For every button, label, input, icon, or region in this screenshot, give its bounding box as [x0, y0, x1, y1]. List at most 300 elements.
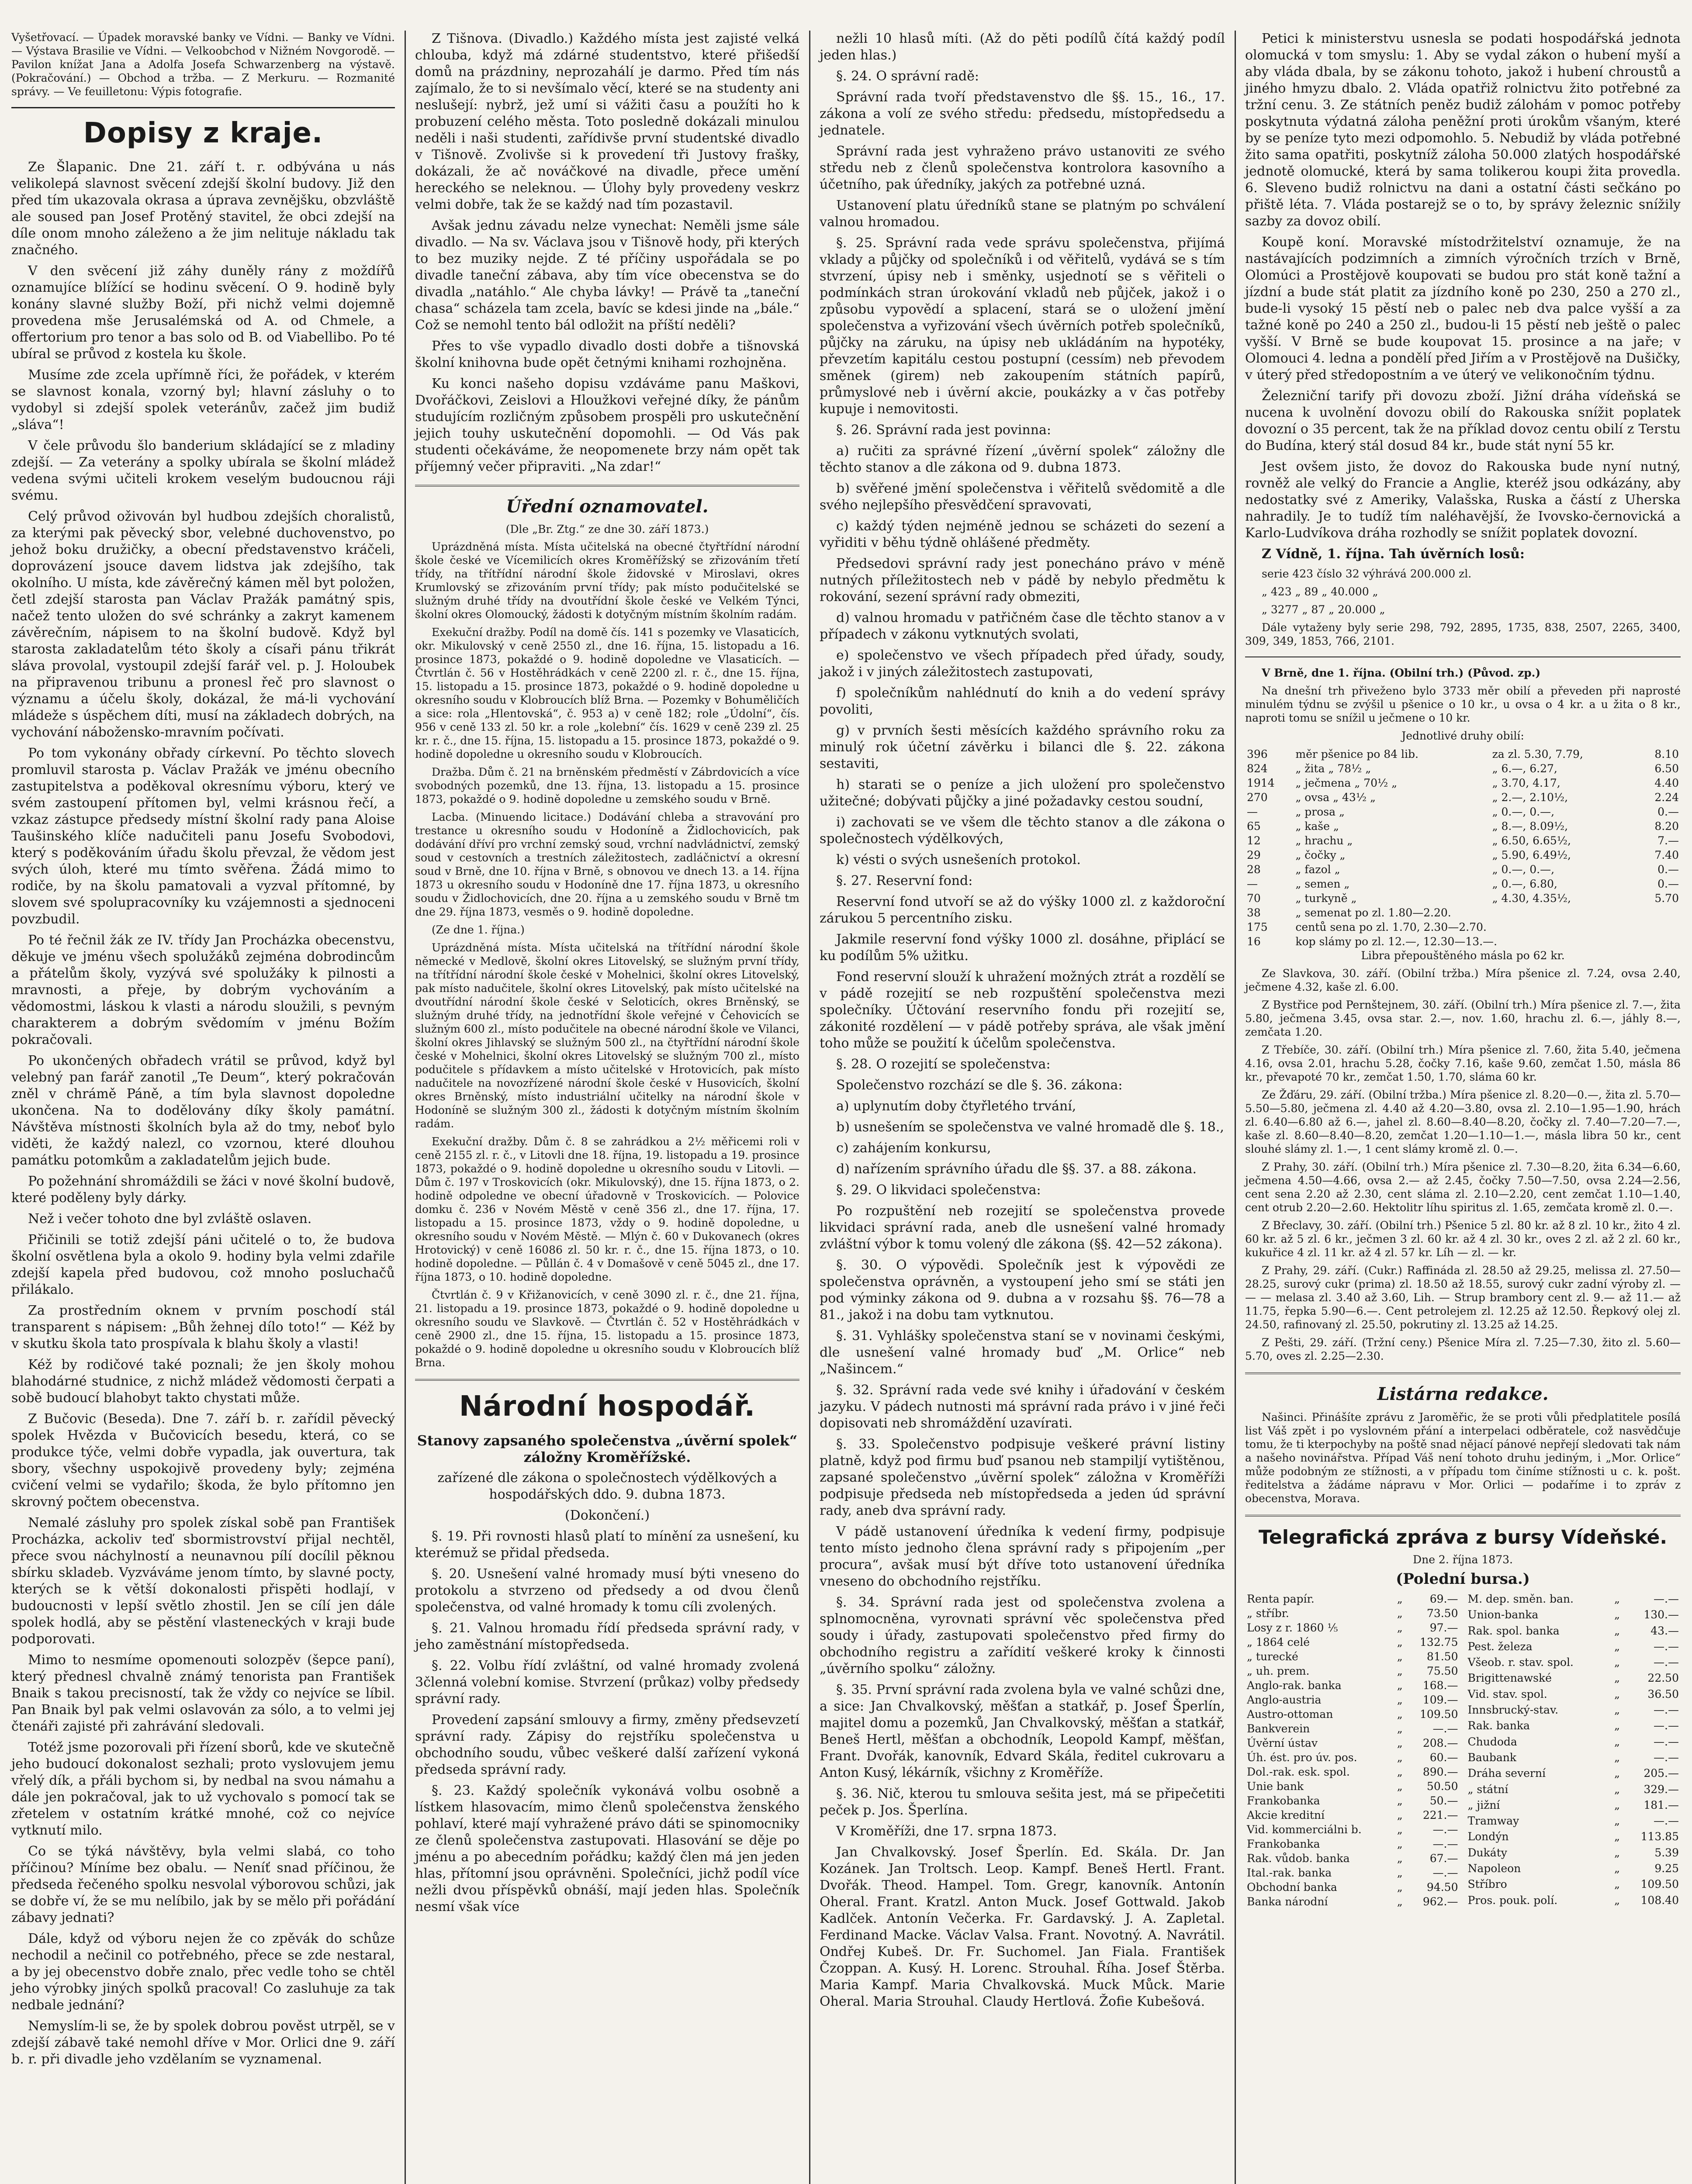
column-1	[3, 31, 403, 2184]
editorial-letters-text: Našinci. Přinášíte zprávu z Jaroměřic, že se proti vůli předplatitele posílá list Váš zpět i po vyslovném přání a interpelaci odběratele, což nasvědčuje tomu, že ti kterpochyby na poště snad nějací pánové nepřejí sledovati tak nám a našeho novinářstva. Případ Váš není tohoto druhu jediným, i „Mor. Orlice“ může podobným ze stížnosti, a v případu tom činíme stížnosti u c. k. pošt. ředitelstva a žádáme nápravu v Mor. Orlici — podaříme i to zpráv z obecenstva, Morava.	[1245, 1411, 1681, 1505]
table-cell: Ital.-rak. banka	[1247, 1866, 1332, 1879]
table-row	[1466, 1877, 1681, 1893]
paragraph: Kéž by rodičové také poznali; že jen školy mohou blahodárné studnice, z nichž mládež vědomosti čerpati a sobě budoucí blahobyt takto chystati může.	[11, 1357, 395, 1406]
tisnov-letter	[415, 31, 799, 475]
table-row	[1245, 833, 1681, 848]
table-cell: „	[1397, 1866, 1403, 1879]
paragraph: d) nařízením správního úřadu dle §§. 37. a 88. zákona.	[836, 1161, 1197, 1177]
table-cell: „	[1614, 1624, 1620, 1637]
table-cell: 38	[1247, 906, 1261, 919]
paragraph: §. 27. Reservní fond:	[836, 873, 973, 888]
table-cell: Vid. stav. spol.	[1467, 1687, 1547, 1700]
table-cell: „ 6.—, 6.27,	[1492, 762, 1557, 775]
statute-body-continued	[820, 31, 1225, 2010]
table-cell: „	[1614, 1719, 1620, 1732]
paragraph: Petici k ministerstvu usnesla se podati hospodářská jednota olomucká v tom smyslu: 1. Aby se vydal zákon o hubení myší a aby vláda dbala, by se zákonu tohoto, jakož i hubení chroustů a jiného hmyzu dbalo. 2. Vláda opatřiž rolnictvu žito potřebné za tržní cenu. 3. Ze státních peněz budiž zálohám v pomoc potřeby poskytnuta výdatná záloha peněžní proti úrokům všaným, které by se peníze tyto mezi odpomohlo. 5. Nebudiž by vláda potřebné žito sama opatřiti, poskytníž záloha 50.000 zlatých hospodářské jednotě olomucké, která by sama tolikerou koupi žita provedla. 6. Sleveno budiž rolnictvu na dani a ostatní části sečkáno po přiště léta. 7. Vláda postarejž se o to, by správy železnic snížily sazby za dovoz obilí.	[1245, 31, 1681, 229]
table-cell: Innsbrucký-stav.	[1467, 1704, 1559, 1717]
paragraph: Přičinili se totiž zdejší páni učitelé o to, že budova školní osvětlena byla a okolo 9. hodiny byla velmi zdařile zdejší kapela před budovou, což mnoho posluchačů přilákalo.	[11, 1232, 395, 1297]
table-cell: „	[1397, 1852, 1403, 1865]
table-row	[1466, 1893, 1681, 1909]
table-cell: „	[1614, 1846, 1620, 1859]
table-cell: „ semen „	[1295, 878, 1350, 890]
table-cell: —.—	[1654, 1704, 1679, 1717]
table-row	[1466, 1607, 1681, 1623]
table-cell: —.—	[1432, 1722, 1458, 1735]
paragraph: Po ukončených obřadech vrátil se průvod, když byl velebný pan farář zanotil „Te Deum“, který pokračován zněl v chrámě Páně, a tím byla slavnost dopoledne ukončena. Na to dodělovány díky školy památní. Návštěva místnosti školních byla až do tmy, neboť bylo viděti, že každý nalezl, co vzornou, které dlouhou památku potomkům a zakladatelům jejich bude.	[11, 1053, 395, 1168]
paragraph: k) vésti o svých usnešeních protokol.	[836, 852, 1081, 867]
paragraph: Ku konci našeho dopisu vzdáváme panu Maškovi, Dvořáčkovi, Zeislovi a Hloužkovi veřejné díky, že pánům studujícím rozličným způsobem prospěli pro uskutečnění jejich touhy uskutečnění dopomohli. — Od Vás pak studenti očekáváme, že neopomenete brzy nám opět tak příjemný večer připraviti. „Na zdar!“	[415, 376, 799, 474]
table-cell: „	[1397, 1895, 1403, 1908]
column-4	[1237, 31, 1689, 2184]
table-cell: „	[1397, 1794, 1403, 1807]
table-cell: 36.50	[1647, 1687, 1679, 1700]
table-cell: 181.—	[1644, 1798, 1679, 1811]
paragraph: c) zahájením konkursu,	[836, 1140, 991, 1156]
table-cell: —.—	[1654, 1719, 1679, 1732]
table-cell: „	[1614, 1894, 1620, 1907]
table-cell: 73.50	[1426, 1607, 1458, 1620]
table-cell: „	[1397, 1693, 1403, 1706]
table-row	[1245, 1750, 1460, 1765]
paragraph: Mimo to nesmíme opomenouti solozpěv (šepce paní), který přednesl chvalně známý tenorista pan František Bnaik s takou precisností, tak že vždy co nejvíce se líbil. Pan Bnaik byl pak velmi oslavován za sólo, a to velmi jej čtenáři zajisté při zahrávání sledovali.	[11, 1652, 395, 1734]
paragraph: Exekuční dražby. Dům č. 8 se zahrádkou a 2½ měřicemi roli v ceně 2155 zl. r. č., v Litovli dne 18. října, 19. listopadu a 19. prosince 1873, pokaždé o 9. hodině dopoledne u okresního soudu v Litovli. — Dům č. 197 v Troskovicích (okr. Mikulovský), dne 15. října 1873, o 2. hodině odpoledne ve obecní úřadovně v Troskovicích. — Polovice domku č. 236 v Novém Městě v ceně 356 zl., dne 17. října, 17. listopadu a 15. prosince 1873, vždy o 9. hodině dopoledne, u okresního soudu v Novém Městě. — Mlýn č. 60 v Dukovanech (okres Hrotovický) v ceně 16086 zl. 50 kr. r. č., dne 15. října 1873, o 10. hodině dopoledne. — Půllán č. 4 v Domašově v ceně 5045 zl., dne 17. října 1873, o 10. hodině dopoledne.	[415, 1135, 799, 1283]
table-cell: 4.40	[1654, 777, 1679, 789]
bourse-tables	[1245, 1592, 1681, 1909]
table-cell: Obchodní banka	[1247, 1881, 1337, 1894]
table-cell: Renta papír.	[1247, 1593, 1315, 1605]
table-row	[1245, 905, 1681, 920]
paragraph: Z Břeclavy, 30. září. (Obilní trh.) Pšenice 5 zl. 80 kr. až 8 zl. 10 kr., žito 4 zl. 60 kr. až 5 zl. 6 kr., ječmen 3 zl. 60 kr. až 4 zl. 30 kr., oves 2 zl. až 2 zl. 60 kr., kukuřice 4 zl. 11 kr. až 4 zl. 57 kr. Líh — zl. — kr.	[1245, 1219, 1681, 1259]
table-cell: 168.—	[1422, 1679, 1458, 1692]
table-cell: „ žita „ 78½ „	[1295, 762, 1371, 775]
paragraph: Lacba. (Minuendo licitace.) Dodávání chleba a stravování pro trestance u okresního soudu v Hodoníně a Židlochovicích, pak dodávání dříví pro vrchní zemský soud, vrchní nadvládnictví, zemský soud v cestovních a trestních záležitostech, zadláčnictví a okresní soud v Brně, dne 10. října v Brně, s obnovou ve dnech 13. a 14. října 1873 u okresního soudu v Hodoníně dne 17. října 1873, u okresního soudu v Židlochovicích, dne 20. října a u zemského soudu v Brně tm dne 29. října 1873, vesměs o 9. hodině dopoledne.	[415, 811, 799, 918]
paragraph: Přes to vše vypadlo divadlo dosti dobře a tišnovská školní knihovna bude opět četnými knihami rozhojněna.	[415, 339, 799, 370]
table-cell: kop slámy po zl. 12.—, 12.30—13.—.	[1295, 935, 1498, 948]
paragraph: i) zachovati se ve všem dle těchto stanov a dle zákona o společnostech výdělkových,	[820, 815, 1225, 847]
paragraph: Koupě koní. Moravské místodržitelství oznamuje, že na nastávajících podzimních a zimních výročních trzích v Brně, Olomúci a Prostějově koupovati se budou pro stát koně tažní a jízdní a bude stát platit za jízdního koně po 230, 250 a 270 zl., bude-li vysoký 15 pěstí neb o palec neb dva palce vyšší a za tažné koně po 240 a 250 zl., budou-li 15 pěstí neb ještě o palec vyšší. V Brně se bude koupovat 15. prosince a na jaře; v Olomouci 4. ledna a pondělí před Jiřím a v Prostějově na Dušičky, v úterý před středopostním a ve úterý ve velikonočním týdnu.	[1245, 235, 1681, 383]
table-row	[1245, 1721, 1460, 1736]
table-row	[1245, 1621, 1460, 1635]
table-cell: 0.—	[1657, 863, 1679, 876]
table-cell: „	[1614, 1704, 1620, 1717]
lottery-results	[1245, 567, 1681, 648]
table-cell: „	[1397, 1751, 1403, 1764]
paragraph: a) ručiti za správné řízení „úvěrní spolek“ záložny dle těchto stanov a dle zákona od 9. dubna 1873.	[820, 443, 1225, 475]
paragraph: Jan Chvalkovský. Josef Šperlín. Ed. Skála. Dr. Jan Kozánek. Jan Troltsch. Leop. Kampf. Beneš Hertl. Frant. Dvořák. Theod. Hampel. Tom. Gregr, kanovník. Antonín Oheral. Frant. Kratzl. Anton Muck. Josef Gottwald. Jakob Kadlček. Antonín Večerka. Fr. Gardavský. J. A. Zapletal. Ferdinand Macke. Václav Valsa. Frant. Novotný. A. Navrátil. Ondřej Kubeš. Dr. Fr. Suchomel. Jan Fiala. František Čzoppan. A. Kusý. H. Lorenc. Strouhal. Říha. Josef Štěrba. Maria Kampf. Maria Chvalkovská. Muck Můck. Marie Oheral. Maria Strouhal. Claudy Hertlová. Žofie Kubešová.	[820, 1845, 1225, 2009]
table-cell: 6.50	[1654, 762, 1679, 775]
table-cell: „	[1614, 1783, 1620, 1796]
table-cell: 221.—	[1422, 1809, 1458, 1821]
paragraph: nežli 10 hlasů míti. (Až do pěti podílů čítá každý podíl jeden hlas.)	[820, 31, 1225, 63]
table-cell: „	[1614, 1830, 1620, 1843]
table-cell: „	[1614, 1608, 1620, 1621]
table-row	[1245, 1635, 1460, 1649]
table-cell: Union-banka	[1467, 1608, 1539, 1621]
table-cell: „	[1614, 1687, 1620, 1700]
paragraph: §. 30. O výpovědi. Společník jest k výpovědi ze společenstva oprávněn, a vystoupení jeho smí se státi jen pod výminky zákona od 9. dubna a v rozsahu §§. 76—78 a 81., jakož i na dobu tam vytknutou.	[820, 1258, 1225, 1323]
table-cell: —.—	[1654, 1735, 1679, 1748]
table-cell: „ turecké	[1247, 1650, 1298, 1663]
table-cell: Dol.-rak. esk. spol.	[1247, 1766, 1350, 1778]
telegraph-subtitle: (Polední bursa.)	[1396, 1570, 1530, 1588]
table-cell: Rak. spol. banka	[1467, 1624, 1560, 1637]
paragraph: Avšak jednu závadu nelze vynechat: Neměli jsme sále divadlo. — Na sv. Václava jsou v Tišnově hody, při kterých to bez muziky nejde. Z té příčiny uspořádala se po divadle taneční zábava, aby tím více obecenstva se do divadla „natáhlo.“ Ale chyba lávky! — Právě ta „taneční chasa“ scházela tam zcela, bavíc se kdesi jinde na „bále.“ Což se nemohl tento bál odložit na příští neděli?	[415, 218, 799, 333]
table-cell: Pest. železa	[1467, 1640, 1533, 1653]
table-row	[1245, 1851, 1460, 1866]
economy-news	[1245, 31, 1681, 542]
table-cell: —.—	[1654, 1656, 1679, 1669]
table-cell: Napoleon	[1467, 1862, 1521, 1875]
table-cell: 132.75	[1420, 1636, 1458, 1648]
table-cell: Anglo-austria	[1247, 1693, 1322, 1706]
table-cell: Bankverein	[1247, 1722, 1310, 1735]
paragraph: Musíme zde zcela upřímně říci, že pořádek, v kterém se slavnost konala, vzorný byl; hlavní zásluhy o to vydobyl si zdejší spolek veteránův, začež jim budiž „sláva“!	[11, 367, 395, 432]
table-cell: „	[1614, 1640, 1620, 1653]
table-cell: Anglo-rak. banka	[1247, 1679, 1342, 1692]
paragraph: Po požehnání shromáždili se žáci v nové školní budově, které poděleny byly dárky.	[11, 1174, 395, 1206]
table-cell: „	[1397, 1679, 1403, 1692]
table-cell: 1914	[1247, 777, 1275, 789]
paragraph: a) uplynutím doby čtyřletého trvání,	[836, 1099, 1076, 1114]
paragraph: Správní rada jest vyhraženo právo ustanoviti ze svého středu neb z členů společenstva kontrolora kasovního a účetního, pak úředníky, jakých za potřebné uzná.	[820, 144, 1225, 192]
statute-continued: (Dokončení.)	[564, 1508, 650, 1523]
table-cell: „	[1397, 1823, 1403, 1836]
table-cell: „ hrachu „	[1295, 834, 1353, 847]
paragraph: Reservní fond utvoří se až do výšky 1000 zl. z každoroční zárukou 5 percentního zisku.	[820, 894, 1225, 926]
paragraph: Nemalé zásluhy pro spolek získal sobě pan František Procházka, ackoliv teď sbormistrovství přijal nechtěl, přece svou náchylností a neunavnou pílí docílil pěknou sbírku skladeb. Vyzváváme jenom tímto, by slavné pocty, kterých se k větší dokonalosti přispěti hodlají, v budoucnosti v lepší světlo zhostil. Jen se cílí jen dále spolek hodlá, aby se pěstění vlasteneckých v kraji bude podporovati.	[11, 1515, 395, 1647]
table-row	[1245, 1592, 1460, 1606]
table-cell: „ turkyně „	[1295, 892, 1357, 905]
column-2	[407, 31, 807, 2184]
table-row	[1245, 1837, 1460, 1851]
table-cell: Brigittenawské	[1467, 1672, 1552, 1685]
table-row	[1245, 776, 1681, 790]
table-cell: Rak. vůdob. banka	[1247, 1852, 1350, 1865]
table-cell: „	[1614, 1862, 1620, 1875]
table-row	[1466, 1766, 1681, 1782]
table-row	[1466, 1592, 1681, 1607]
table-cell: 67.—	[1429, 1852, 1458, 1865]
paragraph: §. 28. O rozejití se společenstva:	[836, 1057, 1051, 1072]
table-cell: Chudoda	[1467, 1735, 1517, 1748]
table-row	[1245, 1866, 1460, 1880]
table-cell: 109.50	[1420, 1708, 1458, 1721]
paragraph: Z Pešti, 29. září. (Tržní ceny.) Pšenice Míra zl. 7.25—7.30, žito zl. 5.60—5.70, oves zl. 2.25—2.30.	[1245, 1336, 1681, 1362]
paragraph: Exekuční dražby. Podíl na domě čís. 141 s pozemky ve Vlasaticích, okr. Mikulovský v ceně 2550 zl., dne 16. října, 15. listopadu a 16. prosince 1873, pokaždé o 9. hodině dopoledne ve Vlasaticích. — Čtvrtlán č. 56 v Hostěhrádkách v ceně 2200 zl. r. č., dne 15. října, 15. listopadu a 15. prosince 1873, pokaždé o 9. hodině dopoledne u okresního soudu v Klobroucích blíž Brna. — Pozemky v Bohuměličích a sice: rola „Hlentovská“, č. 953 a) v ceně 182; role „Údolní“, čís. 956 v ceně 133 zl. 50 kr. a role „kolební“ čís. 1629 v ceně 239 zl. 25 kr. r. č., dne 15. října, 15. listopadu a 15. prosince 1873, pokaždé o 9. hodině dopoledne u okresního soudu v Klobroucích.	[415, 626, 799, 760]
table-row	[1245, 934, 1681, 949]
table-row	[1466, 1671, 1681, 1686]
table-cell: 65	[1247, 820, 1261, 833]
table-cell: „	[1397, 1621, 1403, 1634]
table-cell: „ uh. prem.	[1247, 1665, 1310, 1677]
table-row	[1466, 1798, 1681, 1814]
market-table-heading: Jednotlivé druhy obilí:	[1401, 729, 1524, 742]
table-cell: za zl. 5.30, 7.79,	[1492, 748, 1583, 760]
divider	[1245, 1515, 1681, 1517]
table-cell: 108.40	[1640, 1894, 1679, 1907]
table-row	[1466, 1845, 1681, 1861]
paragraph: Z Prahy, 29. září. (Cukr.) Raffináda zl. 28.50 až 29.25, melissa zl. 27.50—28.25, surový cukr (prima) zl. 18.50 až 18.55, surový cukr zadní výroby zl. — — — melasa zl. 3.40 až 3.60, Lih. — Strup brambory cent zl. 9.— až 11.— až 11.75, řepka 5.90—6.—. Cent petrolejem zl. 12.25 až 12.50. Řepkový olej zl. 24.50, rafinovaný zl. 25.50, pokrutiny zl. 13.25 až 14.25.	[1245, 1264, 1681, 1331]
paragraph: Fond reservní slouží k uhražení možných ztrát a rozdělí se v pádě rozejití se neb rozpuštění společenstva mezi společníky. Účtování reservního fondu při rozejití se, zákonité rozdělení — v pádě potřeby správa, ale však jmění toho může se použití k účelům společenstva.	[820, 969, 1225, 1051]
table-row	[1466, 1639, 1681, 1655]
paragraph: §. 34. Správní rada jest od společenstva zvolena a splnomocněna, vyrovnati správní věc společenstva před soudy i úřady, zastupovati společenstvo před firmy do obchodního registru a zařídití veškeré kroky k činnosti „úvěrního spolku“ záložny.	[820, 1595, 1225, 1676]
paragraph: Provedení zapsání smlouvy a firmy, změny předsevzetí správní rady. Zápisy do rejstříku společenstva u obchodního soudu, vůbec veškeré další zařízení vykoná předseda správní rady.	[415, 1712, 799, 1777]
table-cell: 0.—	[1657, 805, 1679, 818]
table-cell: „	[1614, 1878, 1620, 1891]
table-cell: „	[1397, 1593, 1403, 1605]
table-cell: „ 8.—, 8.09½,	[1492, 820, 1568, 833]
table-row	[1245, 891, 1681, 905]
table-cell: „ 0.—, 6.80,	[1492, 878, 1557, 890]
table-cell: centů sena po zl. 1.70, 2.30—2.70.	[1295, 921, 1487, 933]
paragraph: Čtvrtlán č. 9 v Křižanovicích, v ceně 3090 zl. r. č., dne 21. října, 21. listopadu a 19. prosince 1873, pokaždé o 9. hodině dopoledne u okresního soudu ve Slavkově. — Čtvrtlán č. 52 v Hostěhrádkách v ceně 2900 zl., dne 15. října, 15. listopadu a 15. prosince 1873, pokaždé o 9. hodině dopoledne u okresního soudu v Klobroucích blíž Brna.	[415, 1289, 799, 1369]
table-cell: —	[1247, 878, 1258, 890]
table-row	[1466, 1735, 1681, 1750]
table-row	[1245, 1765, 1460, 1779]
table-cell: 208.—	[1422, 1737, 1458, 1749]
table-cell: „ kaše „	[1295, 820, 1339, 833]
table-row	[1466, 1718, 1681, 1734]
paragraph: §. 29. O likvidaci společenstva:	[836, 1182, 1041, 1198]
paragraph: Společenstvo rozchází se dle §. 36. zákona:	[836, 1078, 1123, 1093]
table-cell: „	[1397, 1838, 1403, 1850]
table-cell: 175	[1247, 921, 1268, 933]
table-row	[1245, 1664, 1460, 1678]
table-row	[1245, 1822, 1460, 1837]
paragraph: Předsedovi správní rady jest ponecháno právo v méně nutných příležitostech neb v pádě by nebylo předmětu k rokování, sezení správní rady obmeziti,	[820, 556, 1225, 605]
table-cell: „ stříbr.	[1247, 1607, 1289, 1620]
table-cell: „	[1397, 1809, 1403, 1821]
table-cell: 94.50	[1426, 1881, 1458, 1894]
table-row	[1245, 819, 1681, 833]
table-cell: 12	[1247, 834, 1261, 847]
table-row	[1245, 1736, 1460, 1750]
table-row	[1245, 1808, 1460, 1822]
table-cell: 0.—	[1657, 878, 1679, 890]
table-cell: „ 0.—, 0.—,	[1492, 805, 1555, 818]
table-row	[1245, 848, 1681, 862]
table-cell: „	[1397, 1665, 1403, 1677]
table-cell: —.—	[1654, 1593, 1679, 1605]
table-cell: „	[1397, 1708, 1403, 1721]
table-cell: 16	[1247, 935, 1261, 948]
table-cell: 97.—	[1429, 1621, 1458, 1634]
table-cell: 9.25	[1654, 1862, 1679, 1875]
table-row	[1466, 1814, 1681, 1829]
column-rule-3	[1235, 31, 1236, 2184]
table-cell: „ 5.90, 6.49½,	[1492, 849, 1571, 861]
table-cell: 70	[1247, 892, 1261, 905]
table-cell: „	[1614, 1593, 1620, 1605]
paragraph: V Kroměříži, dne 17. srpna 1873.	[836, 1824, 1057, 1839]
paragraph: g) v prvních šesti měsících každého správního roku za minulý rok účetní závěrku i bilanci dle §. 22. zákona sestaviti,	[820, 723, 1225, 771]
table-cell: Baubank	[1467, 1751, 1517, 1764]
paragraph: Z Bučovic (Beseda). Dne 7. září b. r. zařídil pěvecký spolek Hvězda v Bučovicích besedu, která, co se produkce týče, velmi dobře vypadla, jak ouvertura, tak sbory, všechny uspokojivě provedeny byly; zejména cvičení velmi se vydařilo; škoda, že bylo přítomno jen skrovný počtem obecenstva.	[11, 1411, 395, 1510]
paragraph: §. 19. Při rovnosti hlasů platí to mínění za usnešení, ku kterémuž se přidal předseda.	[415, 1529, 799, 1561]
paragraph: §. 36. Nič, kterou tu smlouva sešita jest, má se připečetiti peček p. Jos. Šperlína.	[820, 1786, 1225, 1818]
table-cell: „ 4.30, 4.35½,	[1492, 892, 1571, 905]
table-row	[1245, 747, 1681, 761]
official-notices-source: (Dle „Br. Ztg.“ ze dne 30. září 1873.)	[505, 523, 709, 536]
table-row	[1245, 1678, 1460, 1693]
paragraph: Totéž jsme pozorovali při řízení sborů, kde ve skutečně jeho budoucí dokonalost sezhali; proto vyslovujem jemu vřelý dík, a přáli bychom si, by nedbal na svou námahu a dále jen pokračoval, jak to už vychovalo s pomocí tak se zřetelem v ostatním krátké mnohé, což co nejvíce vytknutí milo.	[11, 1740, 395, 1838]
table-cell: 28	[1247, 863, 1261, 876]
table-cell: Dukáty	[1467, 1846, 1507, 1859]
paragraph: §. 31. Vyhlášky společenstva staní se v novinami českými, dle usnešení valné hromady buď „M. Orlice“ neb „Našincem.“	[820, 1328, 1225, 1377]
paragraph: Po té řečnil žák ze IV. třídy Jan Procházka obecenstvu, děkuje ve jménu všech spolužáků zejména dobrodincům a přátelům školy, vyzývá své spolužáky k pilnosti a mravnosti, a přeje, by dobrým vychováním a vědomostmi, láskou k vlasti a národu sloužili, s pevným charakterem a dobrým svědomím v jménu Božím pokračovali.	[11, 933, 395, 1047]
table-row	[1245, 862, 1681, 877]
paragraph: Železniční tarify při dovozu zboží. Jižní dráha vídeňská se nucena k uvolnění dovozu obilí do Rakouska snížit poplatek dovozní o 35 percent, tak že na příklad dovoz centu obilí z Terstu do Budína, který stál dosud 84 kr., bude stát nyní 55 kr.	[1245, 388, 1681, 453]
bourse-table-left	[1245, 1592, 1460, 1909]
table-cell: Všeob. r. stav. spol.	[1467, 1656, 1574, 1669]
table-row	[1245, 1606, 1460, 1621]
paragraph: Uprázdněná místa. Místa učitelská na třítřídní národní škole německé v Medlově, školní okres Litovelský, se služným první třídy, na třítřídní národní škole české v Mohelnici, školní okres Litovelský, pak místo nadučitele, školní okres Litovelský, pak místo učitelské na dvoutřídní národní škole české v Seloticích, okres Brněnský, se služným druhé třídy, na jednotřídní škole veřejné v Čehovicích se služným 600 zl., místo podučitele na obecné národní škole ve Vilanci, školní okres Jihlavský se služným 500 zl., na čtyřtřídní národní škole české v Mohelnici, školní okres Litovelský se služným 700 zl., místo podučitele s přídavkem a místo učitelské v Hrotovicích, pak místo nadučitele na novozřízené národní škole české v Husovicích, školní okres Brněnský, místo industriální učitelky na národní škole v Hodoníně se služným 300 zl., žádosti k dotyčným místním školním radám.	[415, 941, 799, 1130]
table-row	[1245, 920, 1681, 934]
paragraph: Ustanovení platu úředníků stane se platným po schválení valnou hromadou.	[820, 198, 1225, 230]
table-cell: 5.70	[1654, 892, 1679, 905]
table-cell: 43.—	[1650, 1624, 1679, 1637]
paragraph: f) společníkům nahlédnutí do knih a do vedení správy povoliti,	[820, 685, 1225, 717]
other-markets	[1245, 967, 1681, 1363]
statute-subtitle: zařízené dle zákona o společnostech výdělkových a hospodářských ddo. 9. dubna 1873.	[437, 1470, 777, 1502]
market-note: Libra přepouštěného másla po 62 kr.	[1361, 949, 1565, 962]
table-row	[1245, 877, 1681, 891]
paragraph: Jest ovšem jisto, že dovoz do Rakouska bude nyní nutný, rovněž ale velký do Francie a Anglie, kteréž jsou odkázány, aby nedostatky své z Ameriky, Valašska, Ruska a částí z Uherska nahradily. Je to tudíž tím naléhavější, že Ivovsko-černovická a Karlo-Ludvíkova dráha rozhodly se snížit poplatek dovozní.	[1245, 459, 1681, 541]
divider	[11, 107, 395, 108]
table-cell: Banka národní	[1247, 1895, 1328, 1908]
column-rule-2	[809, 31, 810, 2184]
paragraph: Jakmile reservní fond výšky 1000 zl. dosáhne, připlácí se ku podílům 5% užitku.	[820, 932, 1225, 964]
paragraph: h) starati se o peníze a jich uložení pro společenstvo užitečné; dobývati půjčky a jiné požadavky cestou soudní,	[820, 777, 1225, 809]
table-cell: „	[1397, 1607, 1403, 1620]
table-cell: 205.—	[1644, 1767, 1679, 1780]
table-cell: Londýn	[1467, 1830, 1509, 1843]
paragraph: Ze Šlapanic. Dne 21. září t. r. odbývána u nás velikolepá slavnost svěcení zdejší školní budovy. Již den před tím ukazovala okrasa a úprava zevnějšku, obzvláště ale soused pan Josef Protěný stavitel, že obci zdejší na díle onom mnoho záleženo a že jim nelituje nákladu tak značného.	[11, 159, 395, 258]
table-row	[1245, 1693, 1460, 1707]
table-cell: 7.40	[1654, 849, 1679, 861]
paragraph: V pádě ustanovení úředníka k vedení firmy, podpisuje tento místo jednoho člena správní rady s připojením „per procura“, avšak musí být dříve toto ustanovení úředníka vneseno do obchodního rejstříku.	[820, 1524, 1225, 1589]
paragraph: Uprázdněná místa. Místa učitelská na obecné čtyřtřídní národní škole české ve Vícemilicích okres Kroměřížský se zřizováním třetí třídy, na třítřídní národní škole židovské v Miroslavi, okres Krumlovský se zřizováním první třídy; pak místo podučitelské se služným druhé třídy na dvoutřídní škole české ve Velkém Týnci, školní okres Olomoucký, žádosti k dotyčným místním školním radám.	[415, 540, 799, 621]
table-cell: —.—	[1654, 1814, 1679, 1828]
table-row	[1245, 761, 1681, 776]
market-heading: V Brně, dne 1. října. (Obilní trh.) (Původ. zp.)	[1262, 667, 1541, 679]
table-cell: „ 0.—, 0.—,	[1492, 863, 1555, 876]
table-cell: „	[1397, 1722, 1403, 1735]
paragraph: Celý průvod oživován byl hudbou zdejších choralistů, za kterými pak pěvecký sbor, velebné duchovenstvo, po jehož boku družičky, a obecní představenstvo kráčeli, doprovázení jsouce davem lidstva jak zdejšího, tak okolního. U místa, kde závěrečný kámen měl byt položen, četl zdejší starosta pan Václav Pražák památný spis, načež tento uložen do své schránky a zakryt kamenem závěrečním, nápisem to na školní budově. Když byl starosta zakladatelům této školy a císaři pánu třikrát sláva provolal, vystoupil zdejší farář vel. p. J. Holoubek na připravenou tribunu a pronesl řeč pro slavnost o významu a účelu školy, dokázal, že má-li vychování mládeže s úspěchem díti, musí na základech dobrých, na vychování nábožensko-mravním počívati.	[11, 509, 395, 740]
paragraph: Dále, když od výboru nejen že co zpěvák do schůze nechodil a nečinil co potřebného, přece se zde nestaral, a by jej obecenstvo dobře znalo, přec vedle toho se chtěl jeho výrobky jiných spolků pracoval! Co zasluhuje za tak nedbale jednání?	[11, 1931, 395, 2013]
paragraph: „ 3277 „ 87 „ 20.000 „	[1262, 603, 1385, 616]
divider	[415, 1379, 799, 1381]
paragraph: §. 26. Správní rada jest povinna:	[836, 422, 1052, 438]
table-cell: „	[1614, 1767, 1620, 1780]
table-cell: 962.—	[1422, 1895, 1458, 1908]
table-cell: Úvěrní ústav	[1247, 1737, 1318, 1749]
top-index: Vyšetřovací. — Úpadek moravské banky ve Vídni. — Banky ve Vídni. — Výstava Brasilie ve Vídni. — Velkoobchod v Nižném Novgorodě. — Pavilon knížat Jana a Adolfa Josefa Schwarzenberg na výstavě. (Pokračování.) — Obchod a tržba. — Z Merkuru. — Rozmanité správy. — Ve feuilletonu: Výpis fotografie.	[11, 31, 395, 98]
table-cell: 270	[1247, 791, 1268, 804]
paragraph: §. 23. Každý společník vykonává volbu osobně a lístkem hlasovacím, mimo členů společenstva ženského pohlaví, které mají vyhražené právo dáti se spinomocniky ze členů společenstva zastupovati. Hlasování se děje po jménu a po abecedním pořádku; každý člen má jen jeden hlas, přítomní jsou oprávněni. Společníci, jichž podíl více nežli dvou příspěvků obnáší, mají jeden hlas. Společník nesmí však více	[415, 1783, 799, 1914]
table-cell: „ jižní	[1467, 1798, 1500, 1811]
table-cell: —.—	[1432, 1838, 1458, 1850]
paragraph: Nemyslím-li se, že by spolek dobrou pověst utrpěl, se v zdejší zábavě také nemohl dříve v Mor. Orlici dne 9. září b. r. při divadle jeho vzdělaním se vyznamenal.	[11, 2018, 395, 2067]
table-cell: „	[1397, 1780, 1403, 1793]
paragraph: §. 35. První správní rada zvolena byla ve valné schůzi dne, a sice: Jan Chvalkovský, měšťan a statkář, p. Josef Šperlín, majitel domu a pozemků, Jan Chvalkovský, měšťan a statkář, Beneš Hertl, měšťan a obchodník, Leopold Kampf, měšťan, Frant. Dvořák, kanovník, Edvard Skála, ředitel cukrovaru a Anton Kusý, lékárník, všichny z Kroměříže.	[820, 1682, 1225, 1780]
table-cell: „ semenat po zl. 1.80—2.20.	[1295, 906, 1451, 919]
table-cell: „ fazol „	[1295, 863, 1340, 876]
table-row	[1245, 1707, 1460, 1721]
telegraph-heading: Telegrafická zpráva z bursy Vídeňské.	[1258, 1526, 1668, 1548]
divider	[1245, 1372, 1681, 1374]
paragraph: „ 423 „ 89 „ 40.000 „	[1262, 585, 1378, 598]
paragraph: Z Bystřice pod Pernštejnem, 30. září. (Obilní trh.) Míra pšenice zl. 7.—, žita 5.80, ječmena 3.45, ovsa star. 2.—, nov. 1.60, hrachu zl. 6.—, jáhly 8.—, zemčata 1.20.	[1245, 999, 1681, 1038]
table-cell: 8.10	[1654, 748, 1679, 760]
table-cell: Stříbro	[1467, 1878, 1507, 1891]
table-cell: 81.50	[1426, 1650, 1458, 1663]
table-cell: „	[1397, 1766, 1403, 1778]
paragraph: Z Tišnova. (Divadlo.) Každého místa jest zajisté velká chlouba, když má zdárné studentstvo, které přišedší domů na prázdniny, neprozahálí je darmo. Před tím nás zajímalo, že to si nevšímalo věcí, které se na studenty ani neslušejí: nybrž, jež umí si vážiti času a použíti ho k probuzení celého města. Toto posledně dokázali minulou neděli i naši studenti, zařídivše první studentské divadlo v Tišnově. Zvolivše si k provedení tři Justovy frašky, dokázali, že ač nováčkové na divadle, přece umění hereckého se neleknou. — Úlohy byly provedeny veskrz velmi dobře, tak že se každý nad tím pozastavil.	[415, 31, 799, 212]
section-heading-letters: Dopisy z kraje.	[83, 117, 323, 149]
table-cell: „	[1614, 1656, 1620, 1669]
paragraph: b) svěřené jmění společenstva i věřitelů svědomitě a dle svého nejlepšího přesvědčení spravovati,	[820, 481, 1225, 513]
editorial-letters-heading: Listárna redakce.	[1377, 1384, 1549, 1404]
table-row	[1245, 1649, 1460, 1664]
paragraph: §. 20. Usnešení valné hromady musí býti vneseno do protokolu a stvrzeno od předsedy a od dvou členů společenstva, od valné hromady k tomu cíli zvolených.	[415, 1566, 799, 1615]
table-row	[1245, 1880, 1460, 1894]
bourse-table-right	[1466, 1592, 1681, 1909]
table-cell: 130.—	[1644, 1608, 1679, 1621]
paragraph: §. 25. Správní rada vede správu společenstva, přijímá vklady a půjčky od společníků i od věřitelů, vydává se s tím stvrzení, úpisy neb i směnky, usjednotí se s věřiteli o podmínkách stran úrokování vkladů neb půjček, jakož i o způsobu vypovědí a splacení, stará se o uložení jmění společenstva a vyřizování všech úvěrních potřeb společníků, půjčky na záruku, na úpisy neb ukládáním na hypotéky, převzetím kapitálu cestou postupní (cessím) neb převodem směnek (girem) neb zakoupením státních papírů, průmyslové neb i úvěrní akcie, poukázky a v čas potřeby kupuje i nemovitosti.	[820, 235, 1225, 417]
market-intro: Na dnešní trh přiveženo bylo 3733 měr obilí a převeden při naprosté minulém týdnu se zvýšil u pšenice o 10 kr., u ovsa o 4 kr. a u žita o 8 kr., naproti tomu se snížil u ječmene o 10 kr.	[1245, 684, 1681, 724]
table-cell: —.—	[1432, 1823, 1458, 1836]
table-cell: 329.—	[1644, 1783, 1679, 1796]
table-cell: „	[1614, 1814, 1620, 1828]
paragraph: Po rozpuštění neb rozejití se společenstva provede likvidaci správní rada, aneb dle usnešení valné hromady zvláštní výbor k tomu volený dle zákona (§§. 42—52 zákona).	[820, 1203, 1225, 1252]
paragraph: c) každý týden nejméně jednou se scházeti do sezení a vyřiditi v běhu týdně ohlášené předměty.	[820, 518, 1225, 550]
table-cell: Frankobanka	[1247, 1838, 1320, 1850]
table-cell: 5.39	[1654, 1846, 1679, 1859]
column-rule-1	[405, 31, 406, 2184]
table-cell: Rak. banka	[1467, 1719, 1530, 1732]
table-row	[1245, 805, 1681, 819]
divider	[415, 485, 799, 487]
table-row	[1466, 1655, 1681, 1671]
paragraph: d) valnou hromadu v patřičném čase dle těchto stanov a v případech v zákonu vytknutých svolati,	[820, 610, 1225, 642]
paragraph: Po tom vykonány obřady církevní. Po těchto slovech promluvil starosta p. Václav Pražák ve jménu obecního zastupitelstva a poděkoval okresnímu výboru, který ve svém zastoupení přítomen byl, velmi krásnou řečí, a vzkaz zástupce předsedy místní školní rady pana Aloise Taušinského klíče nadučiteli panu Josefu Svobodovi, který s poděkováním úřadu školu převzal, že vědom jest svých úloh, které mu tímto svěřena. Žádá mimo to rodiče, by na školu pamatovali a vyzval přítomné, by slovem své spolupracovníky ku vzájemnosti a sjednoceni povzbudil.	[11, 746, 395, 927]
paragraph: Z Prahy, 30. září. (Obilní trh.) Míra pšenice zl. 7.30—8.20, žita 6.34—6.60, ječmena 4.50—4.66, ovsa 2.— až 2.45, čočky 7.50—7.50, ovsa 2.24—2.56, cent sena 2.20 až 2.30, cent sláma zl. 2.10—2.20, cent zemčat 1.10—1.40, cent otrub 2.20—2.60. Hektolitr líhu spiritus zl. 1.65, zemčata kromě zl. 0.—.	[1245, 1161, 1681, 1214]
letters-body	[11, 159, 395, 2068]
table-cell: 109.—	[1422, 1693, 1458, 1706]
paragraph: (Ze dne 1. října.)	[432, 923, 525, 936]
market-table	[1245, 747, 1681, 949]
table-cell: —.—	[1654, 1640, 1679, 1653]
table-cell: 2.24	[1654, 791, 1679, 804]
table-cell: Frankobanka	[1247, 1794, 1320, 1807]
table-row	[1245, 1894, 1460, 1909]
table-cell: „	[1397, 1737, 1403, 1749]
table-cell: „	[1397, 1650, 1403, 1663]
table-cell: „ 3.70, 4.17,	[1492, 777, 1561, 789]
table-cell: 69.—	[1429, 1593, 1458, 1605]
table-row	[1466, 1703, 1681, 1718]
table-cell: 50.50	[1426, 1780, 1458, 1793]
table-cell: 50.—	[1429, 1794, 1458, 1807]
lottery-heading: Z Vídně, 1. října. Tah úvěrních losů:	[1262, 546, 1525, 562]
table-cell: „ 2.—, 2.10½,	[1492, 791, 1568, 804]
paragraph: §. 21. Valnou hromadu řídí předseda správní rady, v jeho zaměstnání místopředseda.	[415, 1621, 799, 1652]
table-cell: 7.—	[1657, 834, 1679, 847]
table-cell: „	[1614, 1751, 1620, 1764]
table-row	[1245, 790, 1681, 805]
table-cell: „ čočky „	[1295, 849, 1346, 861]
